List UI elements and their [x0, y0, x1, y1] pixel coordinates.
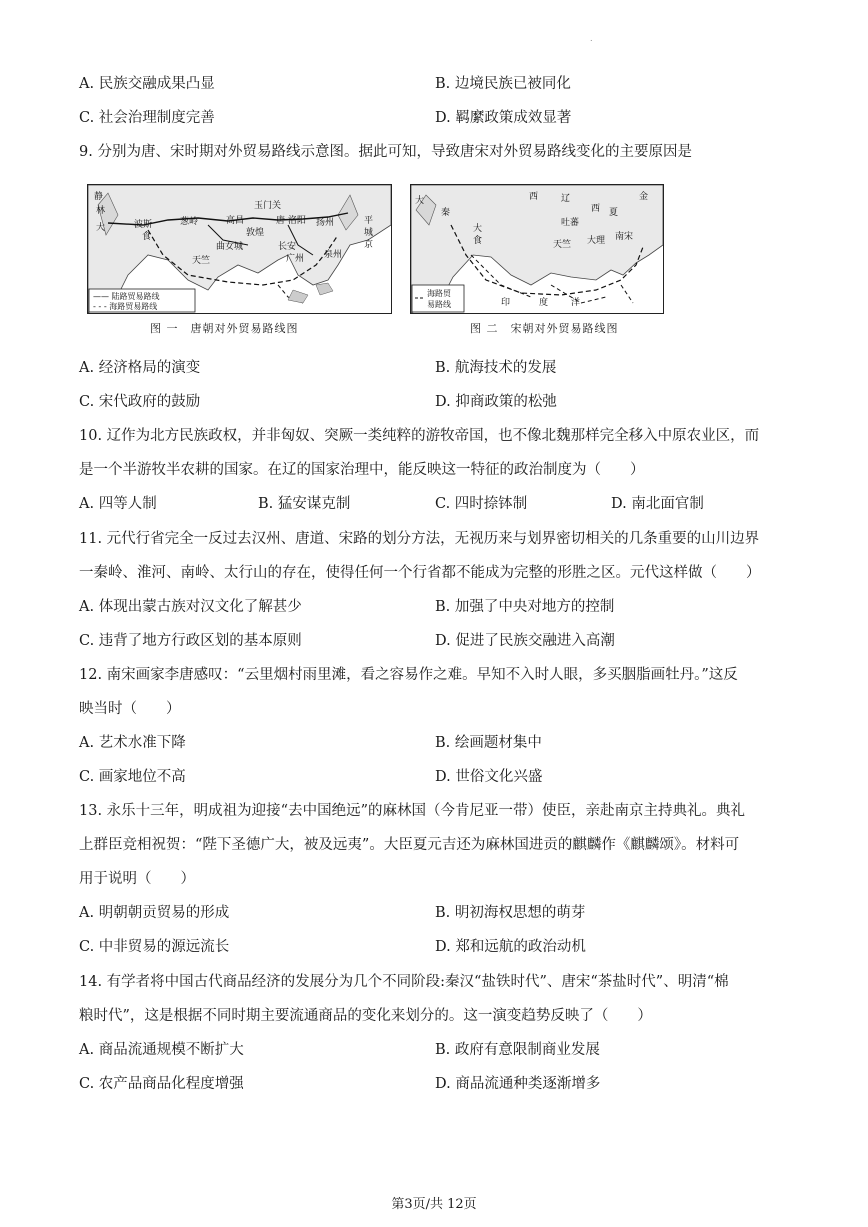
- tang-legend-land: —— 陆路贸易路线: [93, 292, 160, 301]
- q13-option-d[interactable]: D. 郑和远航的政治动机: [435, 939, 586, 955]
- q12-option-b[interactable]: B. 绘画题材集中: [435, 735, 542, 751]
- tang-label-6: 高昌: [226, 216, 245, 226]
- q13-stem-line3: 用于说明（ ）: [79, 871, 195, 887]
- q13-option-b[interactable]: B. 明初海权思想的萌芽: [435, 905, 586, 921]
- song-label-10: 天竺: [553, 240, 572, 250]
- q11-option-a[interactable]: A. 体现出蒙古族对汉文化了解甚少: [79, 599, 302, 615]
- q11-stem-line2: 一秦岭、淮河、南岭、太行山的存在，使得任何一个行省都不能成为完整的形胜之区。元代这样做（ ）: [79, 565, 761, 581]
- tang-legend-sea: - - - 海路贸易路线: [93, 302, 158, 311]
- tang-label-11: 扬州: [316, 218, 335, 228]
- q11-option-c[interactable]: C. 违背了地方行政区划的基本原则: [79, 633, 302, 649]
- q14-stem-line2: 粮时代”，这是根据不同时期主要流通商品的变化来划分的。这一演变趋势反映了（ ）: [79, 1008, 652, 1024]
- q10-option-c[interactable]: C. 四时捺钵制: [435, 496, 528, 512]
- tang-map-caption: 图 一 唐朝对外贸易路线图: [150, 322, 299, 335]
- q10-option-d[interactable]: D. 南北面官制: [611, 496, 704, 512]
- song-label-2: 西: [529, 192, 539, 202]
- tang-map-svg: [88, 185, 391, 313]
- song-label-5: 西: [591, 204, 601, 214]
- q10-option-a[interactable]: A. 四等人制: [79, 496, 157, 512]
- q11-option-b[interactable]: B. 加强了中央对地方的控制: [435, 599, 615, 615]
- song-label-7: 吐蕃: [561, 218, 580, 228]
- q8-option-a[interactable]: A. 民族交融成果凸显: [79, 76, 215, 92]
- q12-stem-line1: 12. 南宋画家李唐感叹：“云里烟村雨里滩，看之容易作之难。早知不入时人眼，多买胭脂画牡丹。”这反: [79, 667, 738, 683]
- q8-option-c[interactable]: C. 社会治理制度完善: [79, 110, 215, 126]
- corner-mark: .: [590, 34, 593, 43]
- tang-label-8: 敦煌: [246, 228, 265, 238]
- tang-label-14: 京: [364, 240, 374, 250]
- q9-stem: 9. 分别为唐、宋时期对外贸易路线示意图。据此可知，导致唐宋对外贸易路线变化的主要原因是: [79, 144, 692, 160]
- q10-option-b[interactable]: B. 猛安谋克制: [258, 496, 351, 512]
- song-label-6: 夏: [609, 208, 619, 218]
- q8-option-d[interactable]: D. 羁縻政策成效显著: [435, 110, 572, 126]
- song-legend-line2: 易路线: [427, 300, 451, 309]
- q12-option-d[interactable]: D. 世俗文化兴盛: [435, 769, 543, 785]
- q12-option-a[interactable]: A. 艺术水准下降: [79, 735, 186, 751]
- song-label-15: 洋: [571, 298, 581, 308]
- q14-option-c[interactable]: C. 农产品商品化程度增强: [79, 1076, 244, 1092]
- page-footer: 第3页/共 12页: [391, 1197, 477, 1212]
- q13-stem-line1: 13. 永乐十三年，明成祖为迎接“去中国绝远”的麻林国（今肯尼亚一带）使臣，亲赴南京主持典礼。典礼: [79, 803, 745, 819]
- tang-label-17: 泉州: [324, 250, 343, 260]
- q11-stem-line1: 11. 元代行省完全一反过去汉州、唐道、宋路的划分方法，无视历来与划界密切相关的几条重要的山川边界: [79, 531, 760, 547]
- tang-label-13: 城: [364, 228, 374, 238]
- q13-option-a[interactable]: A. 明朝朝贡贸易的形成: [79, 905, 230, 921]
- song-label-0: 大: [415, 196, 425, 206]
- tang-label-7: 玉门关: [254, 201, 282, 211]
- tang-label-12: 平: [364, 216, 374, 226]
- song-map-caption: 图 二 宋朝对外贸易路线图: [470, 322, 619, 335]
- tang-label-1: 林: [96, 206, 106, 216]
- tang-label-5: 葱岭: [180, 217, 199, 227]
- tang-label-10: 洛阳: [288, 216, 307, 226]
- song-label-4: 金: [639, 192, 649, 202]
- q10-stem-line1: 10. 辽作为北方民族政权，并非匈奴、突厥一类纯粹的游牧帝国，也不像北魏那样完全移入中原农业区，而: [79, 428, 760, 444]
- q9-option-b[interactable]: B. 航海技术的发展: [435, 360, 557, 376]
- q9-option-a[interactable]: A. 经济格局的演变: [79, 360, 201, 376]
- tang-trade-map: [87, 184, 392, 314]
- tang-label-2: 大: [96, 223, 106, 233]
- q13-option-c[interactable]: C. 中非贸易的源远流长: [79, 939, 230, 955]
- q13-stem-line2: 上群臣竞相祝贺：“陛下圣德广大，被及远夷”。大臣夏元吉还为麻林国进贡的麒麟作《麒麟颂》。材料可: [79, 837, 740, 853]
- tang-label-15: 长安: [278, 242, 297, 252]
- q9-option-d[interactable]: D. 抑商政策的松弛: [435, 394, 557, 410]
- q8-option-b[interactable]: B. 边境民族已被同化: [435, 76, 571, 92]
- tang-label-19: 天竺: [192, 256, 211, 266]
- q11-option-d[interactable]: D. 促进了民族交融进入高潮: [435, 633, 615, 649]
- song-label-11: 大理: [587, 236, 606, 246]
- song-map-svg: [411, 185, 663, 313]
- q10-stem-line2: 是一个半游牧半农耕的国家。在辽的国家治理中，能反映这一特征的政治制度为（ ）: [79, 462, 645, 478]
- tang-label-9: 唐: [276, 216, 286, 226]
- tang-label-4: 食: [142, 232, 152, 242]
- song-legend-line1: 海路贸: [427, 289, 451, 298]
- q14-option-a[interactable]: A. 商品流通规模不断扩大: [79, 1042, 244, 1058]
- song-trade-map: [410, 184, 664, 314]
- song-label-13: 印: [501, 298, 511, 308]
- tang-label-3: 波斯: [134, 220, 153, 230]
- tang-label-18: 曲女城: [216, 242, 244, 252]
- tang-label-16: 广州: [286, 254, 305, 264]
- song-label-1: 秦: [441, 208, 451, 218]
- song-label-9: 食: [473, 236, 483, 246]
- q14-option-b[interactable]: B. 政府有意限制商业发展: [435, 1042, 600, 1058]
- tang-label-0: 静: [94, 192, 104, 202]
- q12-option-c[interactable]: C. 画家地位不高: [79, 769, 186, 785]
- q14-stem-line1: 14. 有学者将中国古代商品经济的发展分为几个不同阶段:秦汉“盐铁时代”、唐宋“茶盐时代”、明清“棉: [79, 974, 729, 990]
- song-label-14: 度: [539, 298, 549, 308]
- song-label-12: 南宋: [615, 232, 634, 242]
- song-label-3: 辽: [561, 194, 571, 204]
- q14-option-d[interactable]: D. 商品流通种类逐渐增多: [435, 1076, 601, 1092]
- song-label-8: 大: [473, 224, 483, 234]
- q9-option-c[interactable]: C. 宋代政府的鼓励: [79, 394, 201, 410]
- q12-stem-line2: 映当时（ ）: [79, 701, 181, 717]
